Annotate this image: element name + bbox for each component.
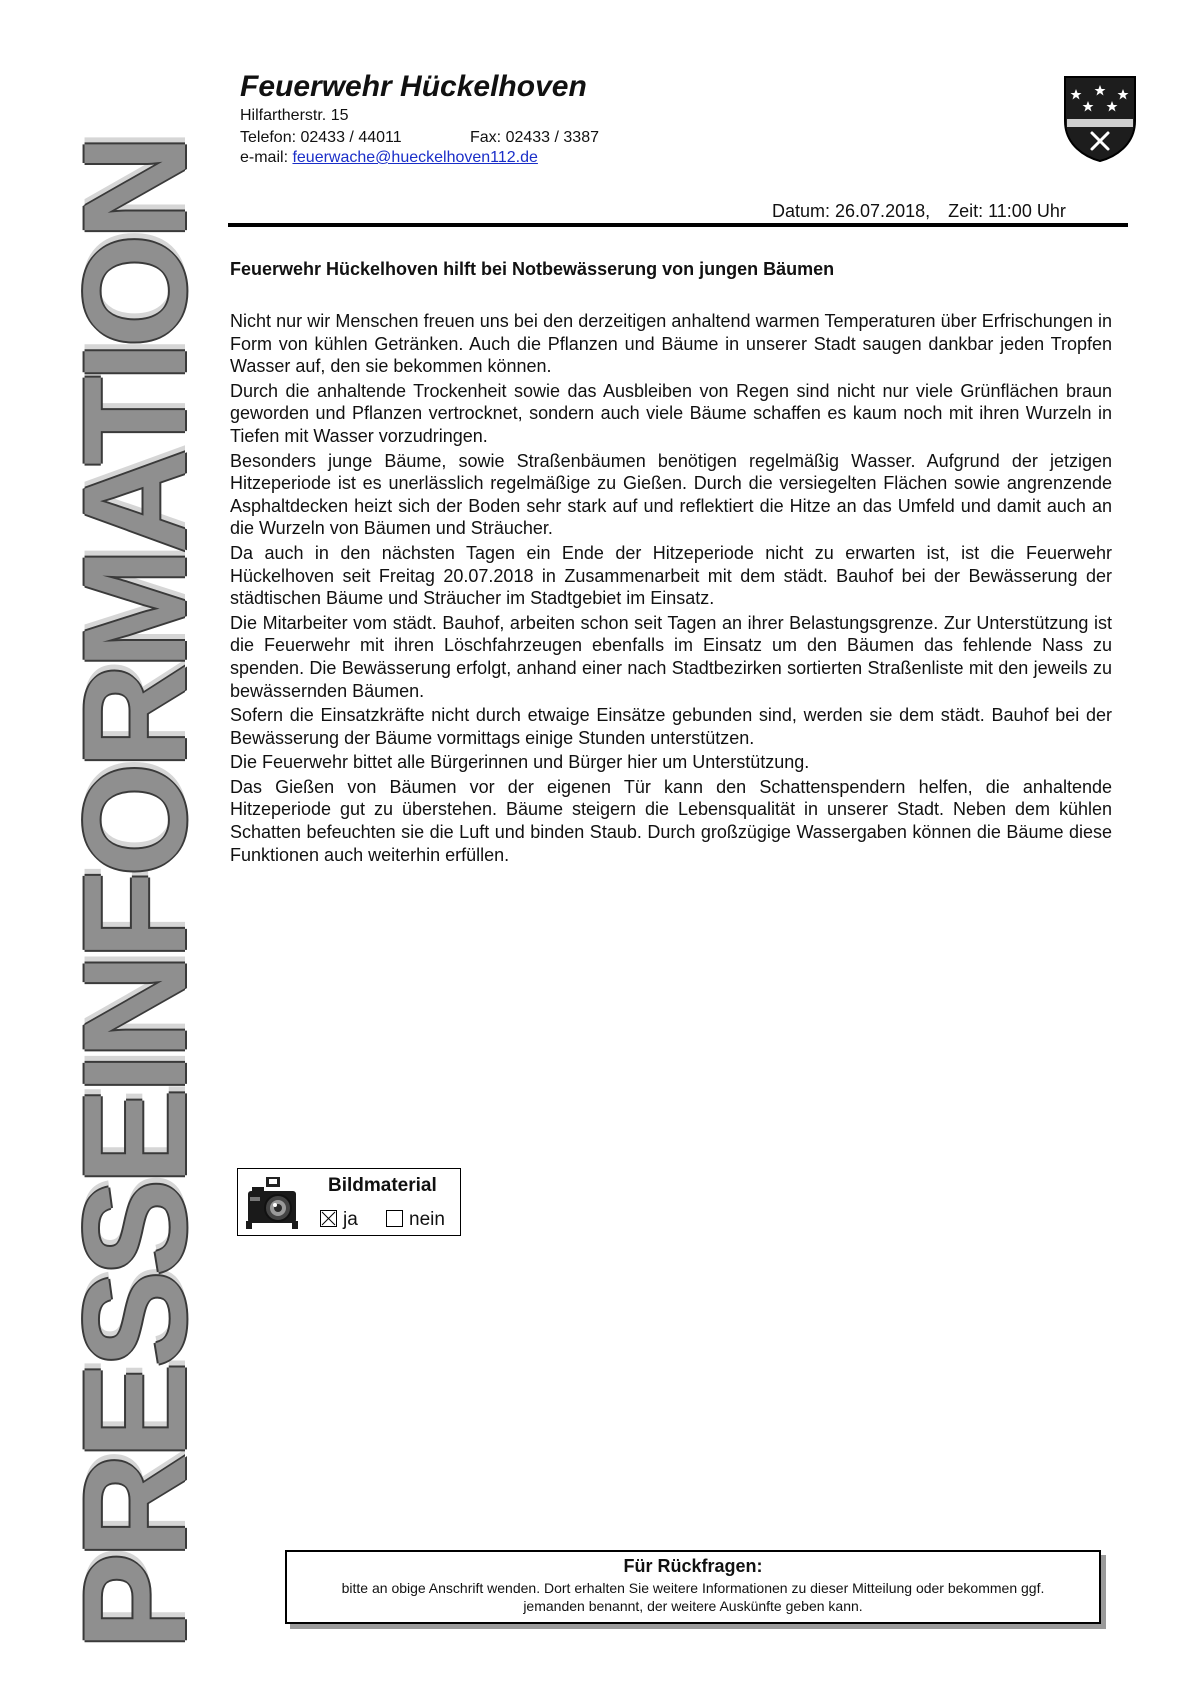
contact-title: Für Rückfragen: xyxy=(623,1556,763,1576)
article-body xyxy=(230,310,1112,868)
no-label: nein xyxy=(409,1209,445,1230)
date: Datum: 26.07.2018, xyxy=(772,201,931,221)
article-paragraph: Besonders junge Bäume, sowie Straßenbäumen benötigen regelmäßig Wasser. Aufgrund der jetzigen Hitzeperiode ist es unerlässlich regelmäßige zu Gießen. Durch die versiegelten Flächen sowie angrenzende Asphaltdecken heizt sich der Boden sehr stark auf und reflektiert die Hitze an das Umfeld und damit auch an die Wurzeln von Bäumen und Sträucher. xyxy=(230,450,1112,539)
city-crest-icon xyxy=(1063,75,1137,163)
checkmark-x-icon xyxy=(321,1211,336,1226)
article-paragraph: Durch die anhaltende Trockenheit sowie das Ausbleiben von Regen sind nicht nur viele Grünflächen braun geworden und Pflanzen vertrocknet, sondern auch viele Bäume schaffen es kaum noch mit ihren Wurzeln in Tiefen mit Wasser vorzudringen. xyxy=(230,380,1112,446)
article-headline: Feuerwehr Hückelhoven hilft bei Notbewässerung von jungen Bäumen xyxy=(230,259,835,279)
article-paragraph: Sofern die Einsatzkräfte nicht durch etwaige Einsätze gebunden sind, werden sie dem städt. Bauhof bei der Bewässerung der Bäume vormittags einige Stunden unterstützen. xyxy=(230,705,1112,748)
article-paragraph: Da auch in den nächsten Tagen ein Ende der Hitzeperiode nicht zu erwarten ist, ist die Feuerwehr Hückelhoven seit Freitag 20.07.2018 in Zusammenarbeit mit dem städt. Bauhof bei der Bewässerung der städtischen Bäume und Sträucher im Stadtgebiet im Einsatz. xyxy=(230,542,1112,609)
article-paragraph: Die Feuerwehr bittet alle Bürgerinnen und Bürger hier um Unterstützung. xyxy=(230,752,810,773)
yes-checkbox[interactable] xyxy=(320,1210,337,1227)
media-box xyxy=(237,1168,461,1236)
article-paragraph: Nicht nur wir Menschen freuen uns bei den derzeitigen anhaltend warmen Temperaturen über Erfrischungen in Form von kühlen Getränken. Auch die Pflanzen und Bäume in unserer Stadt saugen dankbar jeden Tropfen Wasser auf, den sie bekommen können. xyxy=(230,311,1112,377)
media-option-no[interactable] xyxy=(386,1210,445,1230)
dateline xyxy=(772,201,1066,222)
media-option-yes[interactable] xyxy=(320,1210,358,1230)
time: Zeit: 11:00 Uhr xyxy=(948,201,1066,221)
email-label: e-mail: xyxy=(240,149,293,166)
contact-box xyxy=(285,1550,1101,1624)
no-checkbox[interactable] xyxy=(386,1210,403,1227)
email-link[interactable]: feuerwache@hueckelhoven112.de xyxy=(292,149,538,166)
phone-number: Telefon: 02433 / 44011 xyxy=(240,129,402,146)
header-divider xyxy=(228,223,1128,227)
email-line xyxy=(240,148,538,168)
contact-text: bitte an obige Anschrift wenden. Dort erhalten Sie weitere Informationen zu dieser Mitteilung oder bekommen ggf. jemanden benannt, der weitere Auskünfte geben kann. xyxy=(341,1580,1045,1614)
address: Hilfartherstr. 15 xyxy=(240,107,349,124)
banner-text: PRESSEINFORMATION xyxy=(53,140,216,1650)
side-banner xyxy=(53,50,216,1650)
camera-icon xyxy=(244,1175,302,1231)
article-paragraph: Das Gießen von Bäumen vor der eigenen Tür kann den Schattenspendern helfen, die anhaltende Hitzeperiode gut zu überstehen. Bäume steigern die Lebensqualität in unserer Stadt. Neben dem kühlen Schatten befeuchten sie die Luft und binden Staub. Durch großzügige Wassergaben können die Bäume diese Funktionen auch weiterhin erfüllen. xyxy=(230,776,1112,865)
fax-number: Fax: 02433 / 3387 xyxy=(470,129,599,146)
media-title: Bildmaterial xyxy=(328,1175,437,1196)
yes-label: ja xyxy=(343,1209,358,1230)
organization-name: Feuerwehr Hückelhoven xyxy=(240,70,587,103)
article-paragraph: Die Mitarbeiter vom städt. Bauhof, arbeiten schon seit Tagen an ihrer Belastungsgrenze. Zur Unterstützung ist die Feuerwehr mit ihren Löschfahrzeugen ebenfalls im Einsatz um den Bäumen das fehlende Nass zu spenden. Die Bewässerung erfolgt, anhand einer nach Stadtbezirken sortierten Straßenliste mit den jeweils zu bewässernden Bäumen. xyxy=(230,612,1112,701)
